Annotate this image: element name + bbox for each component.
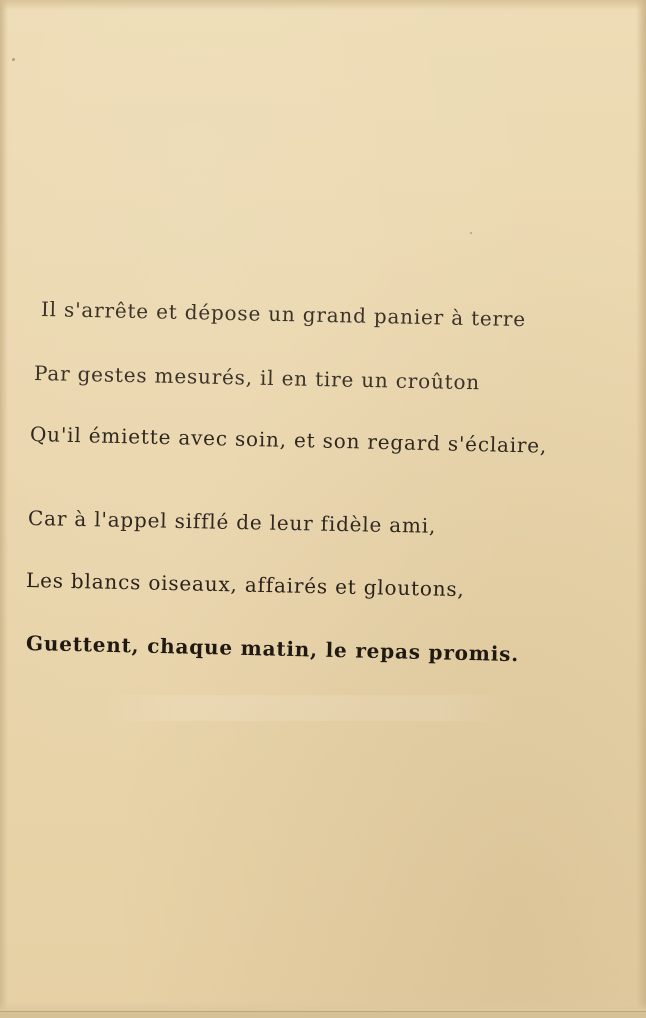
poem-line-2: Par gestes mesurés, il en tire un croûton [33,361,481,395]
paper-speck [12,58,15,61]
poem-line-1: Il s'arrête et dépose un grand panier à terre [40,297,527,332]
poem-line-5: Les blancs oiseaux, affairés et gloutons, [25,568,465,602]
page-edge-left [0,0,8,1018]
blind-embossed-impression [100,695,520,721]
paper-speck [470,232,472,234]
underlying-sheet-edge [0,1011,646,1018]
poem-line-4: Car à l'appel sifflé de leur fidèle ami, [27,506,437,538]
page-edge-right [636,0,646,1018]
poem-line-6: Guettent, chaque matin, le repas promis. [25,631,520,667]
page-edge-top [0,0,646,10]
poem-line-3: Qu'il émiette avec soin, et son regard s'éclaire, [29,422,548,458]
